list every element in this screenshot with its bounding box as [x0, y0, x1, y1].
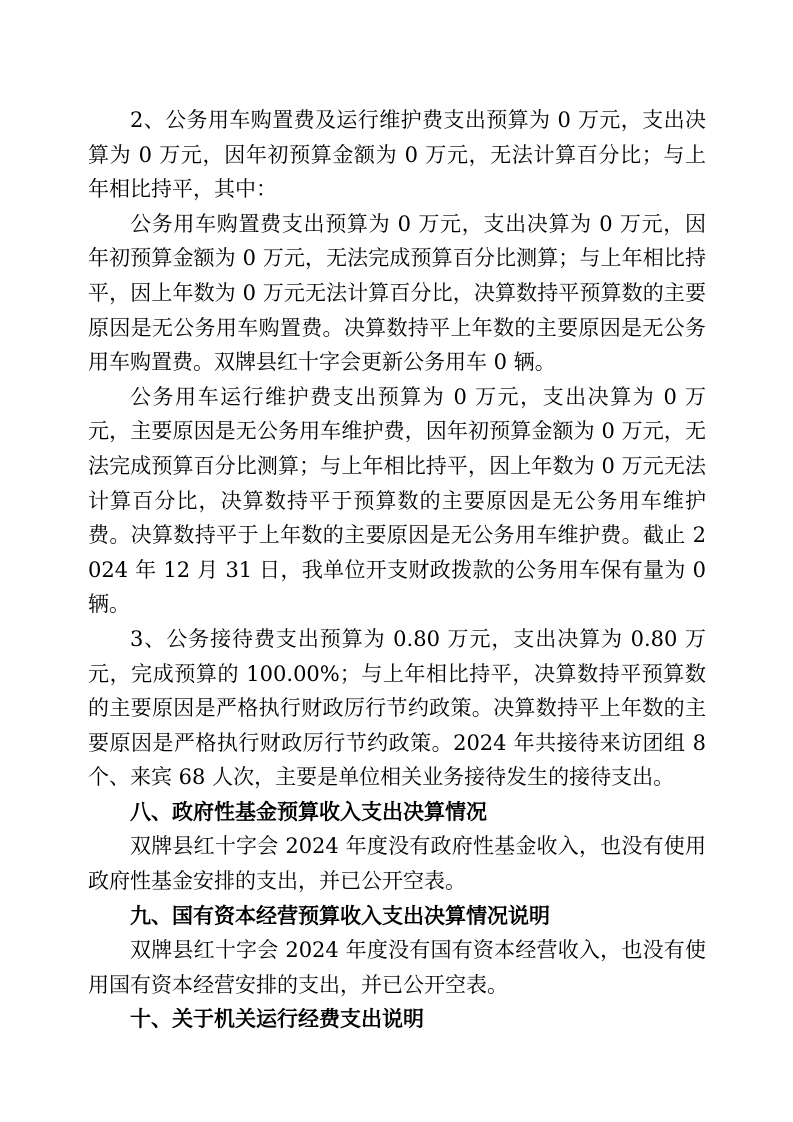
- paragraph-government-fund-statement: 双牌县红十字会 2024 年度没有政府性基金收入，也没有使用政府性基金安排的支出，并已公开空表。: [88, 834, 706, 894]
- heading-section-10-agency-operating-expense: 十、关于机关运行经费支出说明: [130, 1007, 424, 1032]
- heading-section-8-government-fund-budget: 八、政府性基金预算收入支出决算情况: [130, 799, 487, 824]
- paragraph-vehicle-purchase-detail: 公务用车购置费支出预算为 0 万元，支出决算为 0 万元，因年初预算金额为 0 万元，无法完成预算百分比测算；与上年相比持平，因上年数为 0 万元无法计算百分比，决算数持平预算数的主要原因是无公务用车购置费。决算数持平上年数的主要原因是无公务用车购置费。双牌县红十字会更新公务用车 0 辆。: [88, 211, 706, 375]
- paragraph-official-reception-expense: 3、公务接待费支出预算为 0.80 万元，支出决算为 0.80 万元，完成预算的 100.00%；与上年相比持平，决算数持平预算数的主要原因是严格执行财政厉行节约政策。决算数持平上年数的主要原因是严格执行财政厉行节约政策。2024 年共接待来访团组 8 个、来宾 68 人次，主要是单位相关业务接待发生的接待支出。: [88, 626, 706, 790]
- paragraph-state-capital-statement: 双牌县红十字会 2024 年度没有国有资本经营收入，也没有使用国有资本经营安排的支出，并已公开空表。: [88, 938, 706, 997]
- paragraph-vehicle-purchase-and-maintenance-summary: 2、公务用车购置费及运行维护费支出预算为 0 万元，支出决算为 0 万元，因年初预算金额为 0 万元，无法计算百分比；与上年相比持平，其中：: [88, 108, 706, 202]
- paragraph-vehicle-maintenance-detail: 公务用车运行维护费支出预算为 0 万元，支出决算为 0 万元，主要原因是无公务用车维护费，因年初预算金额为 0 万元，无法完成预算百分比测算；与上年相比持平，因上年数为 0 万元无法计算百分比，决算数持平于预算数的主要原因是无公务用车维护费。决算数持平于上年数的主要原因是无公务用车维护费。截止 2024 年 12 月 31 日，我单位开支财政拨款的公务用车保有量为 0 辆。: [88, 384, 706, 617]
- heading-section-9-state-capital-budget: 九、国有资本经营预算收入支出决算情况说明: [130, 903, 550, 928]
